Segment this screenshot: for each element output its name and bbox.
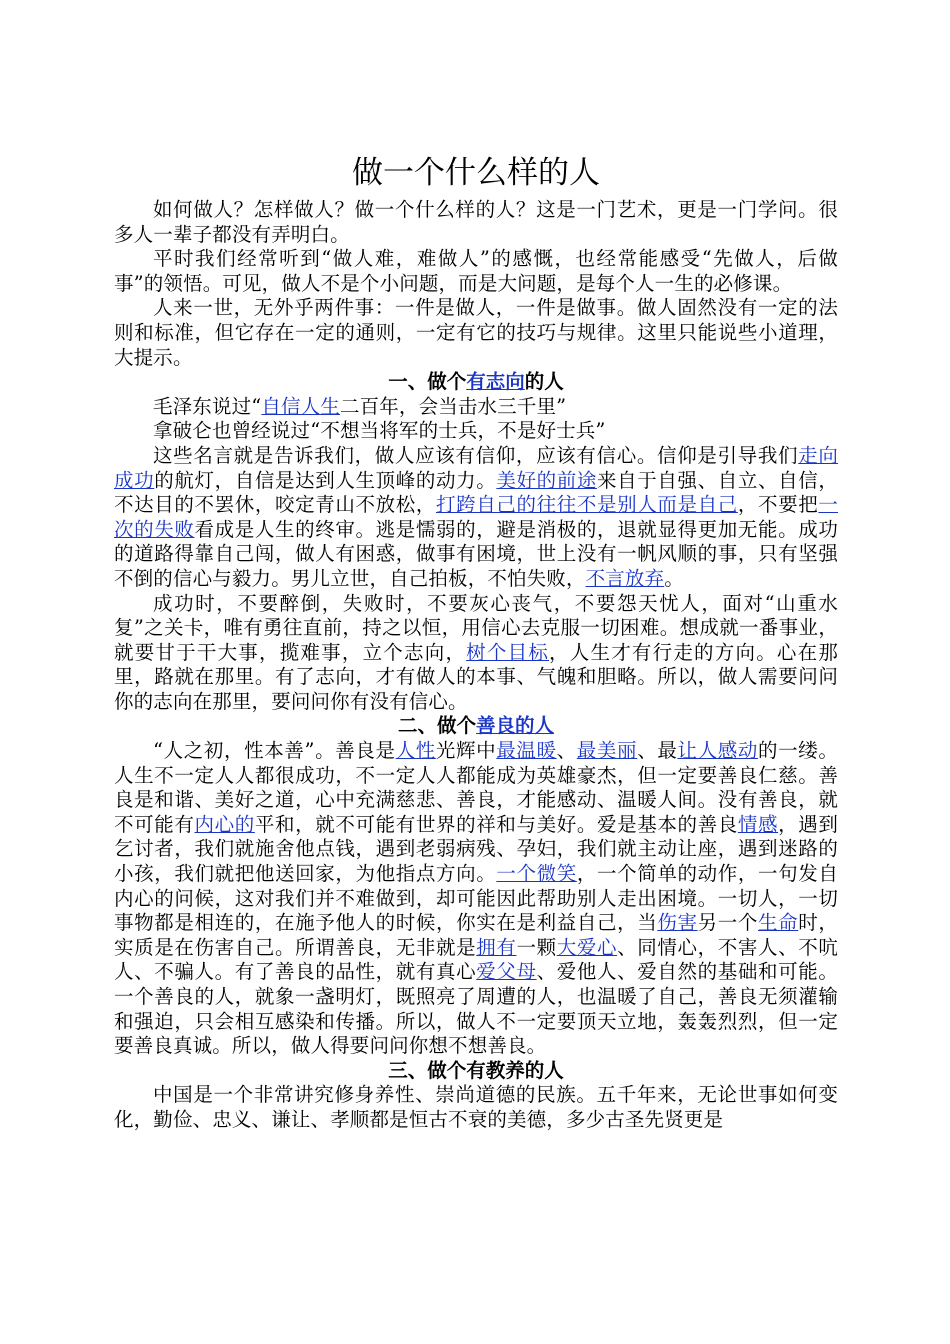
text-run: 、最	[637, 739, 678, 763]
document-page	[114, 150, 838, 1133]
text-run: 、同情心，不害人、不吭人、不骗人。有了善良的品性，就有真心	[114, 935, 838, 984]
hyperlink[interactable]: 情感	[737, 812, 779, 836]
text-run: 中国是一个非常讲究修身养性、崇尚道德的民族。五千年来，无论世事如何变化，勤俭、忠义、谦让、孝顺都是恒古不衰的美德，多少古圣先贤更是	[114, 1083, 838, 1131]
text-run: 成功时，不要醉倒，失败时，不要灰心丧气，不要怨天忧人，面对“山重水复”之关卡，唯有勇往直前，持之以恒，用信心去克服一切困难。想成就一番事业，就要甘于干大事，揽难事，立个志向，	[114, 591, 838, 664]
section-paragraph	[114, 444, 838, 592]
section-paragraph	[114, 419, 838, 444]
document-title: 做一个什么样的人	[352, 155, 600, 191]
text-run: 毛泽东说过“	[153, 394, 262, 418]
text-run: 光辉中	[435, 739, 497, 763]
hyperlink[interactable]: 善良的人	[476, 714, 555, 738]
hyperlink[interactable]: 树个目标	[466, 640, 550, 664]
text-run: 的一缕。人生不一定人人都很成功，不一定人人都能成为英雄豪杰，但一定要善良仁慈。善良是和谐、美好之道，心中充满慈悲、善良，才能感动、温暖人间。没有善良，就不可能有	[114, 739, 839, 836]
text-run: 的人	[524, 370, 564, 394]
text-run: 的航灯，自信是达到人生顶峰的动力。	[154, 468, 497, 492]
text-run: 一颗	[516, 935, 557, 959]
text-run: 二百年，会当击水三千里”	[339, 394, 567, 418]
text-run: ，一个简单的动作，一句发自内心的问候，这对我们并不难做到，却可能因此帮助别人走出困境。一切人，一切事物都是相连的，在施予他人的时候，你实在是利益自己，当	[114, 862, 838, 935]
intro-section	[114, 198, 838, 370]
text-run: 平和，就不可能有世界的祥和与美好。爱是基本的善良	[254, 812, 738, 836]
text-run: 三、做个有教养的人	[388, 1058, 564, 1082]
hyperlink[interactable]: 伤害	[657, 911, 698, 935]
section-paragraph	[114, 592, 838, 715]
text-run: ，遇到乞讨者，我们就施舍他点钱，遇到老弱病残、孕妇，我们就主动让座，遇到迷路的小孩，我们就把他送回家，为他指点方向。	[114, 812, 838, 886]
section-heading	[114, 370, 838, 395]
hyperlink[interactable]: 一次的失败	[114, 493, 838, 541]
hyperlink[interactable]: 大爱心	[556, 935, 618, 959]
text-run: 二、做个	[397, 714, 476, 738]
text-run: 。	[664, 566, 684, 590]
text-run: 如何做人？怎样做人？做一个什么样的人？这是一门艺术，更是一门学问。很多人一辈子都没有弄明白。	[114, 198, 838, 246]
text-run: 一、做个	[388, 370, 467, 394]
text-run: 时，实质是在伤害自己。所谓善良，无非就是	[114, 911, 838, 959]
intro-paragraph	[114, 296, 838, 370]
hyperlink[interactable]: 不言放弃	[585, 566, 665, 590]
section-paragraph	[114, 1083, 838, 1132]
hyperlink[interactable]: 走向成功	[114, 443, 838, 492]
hyperlink[interactable]: 最美丽	[576, 739, 638, 763]
hyperlink[interactable]: 打跨自己的往往不是别人而是自己	[435, 493, 738, 517]
section-paragraph	[114, 395, 838, 420]
hyperlink[interactable]: 让人感动	[677, 739, 758, 763]
text-run: ，不要把	[737, 493, 819, 517]
intro-paragraph	[114, 247, 838, 296]
hyperlink[interactable]: 美好的前途	[496, 468, 597, 492]
hyperlink[interactable]: 自信人生	[261, 394, 340, 418]
text-run: 看成是人生的终审。逃是懦弱的，避是消极的，退就显得更加无能。成功的道路得靠自己闯，做人有困惑，做事有困境，世上没有一帆风顺的事，只有坚强不倒的信心与毅力。男儿立世，自己拍板，不怕失败，	[114, 517, 838, 590]
intro-paragraph	[114, 198, 838, 247]
hyperlink[interactable]: 有志向	[466, 370, 525, 394]
hyperlink[interactable]: 爱父母	[476, 960, 537, 984]
text-run: 、爱他人、爱自然的基础和可能。一个善良的人，就象一盏明灯，既照亮了周遭的人，也温暖了自己，善良无须灌输和强迫，只会相互感染和传播。所以，做人不一定要顶天立地，轰轰烈烈，但一定要善良真诚。所以，做人得要问问你想不想善良。	[114, 960, 838, 1058]
text-run: 另一个	[697, 911, 758, 935]
section-heading	[114, 1059, 838, 1084]
text-run: 来自于自强、自立、自信，不达目的不罢休，咬定青山不放松，	[114, 468, 838, 517]
hyperlink[interactable]: 一个微笑	[496, 862, 577, 886]
section-heading	[114, 714, 838, 739]
hyperlink[interactable]: 人性	[395, 739, 436, 763]
text-run: ，人生才有行走的方向。心在那里，路就在那里。有了志向，才有做人的本事、气魄和胆略。所以，做人需要问问你的志向在那里，要问问你有没有信心。	[114, 640, 838, 713]
text-run: “人之初，性本善”。善良是	[153, 739, 396, 763]
section-paragraph	[114, 739, 838, 1059]
text-run: 、	[556, 739, 577, 763]
text-run: 这些名言就是告诉我们，做人应该有信仰，应该有信心。信仰是引导我们	[153, 443, 799, 467]
hyperlink[interactable]: 内心的	[194, 812, 255, 836]
text-run: 平时我们经常听到“做人难，难做人”的感慨，也经常能感受“先做人，后做事”的领悟。可见，做人不是个小问题，而是大问题，是每个人一生的必修课。	[114, 247, 838, 295]
hyperlink[interactable]: 生命	[757, 911, 799, 935]
hyperlink[interactable]: 最温暖	[496, 739, 557, 763]
text-run: 人来一世，无外乎两件事：一件是做人，一件是做事。做人固然没有一定的法则和标准，但它存在一定的通则，一定有它的技巧与规律。这里只能说些小道理，大提示。	[114, 296, 838, 369]
text-run: 拿破仑也曾经说过“不想当将军的士兵，不是好士兵”	[153, 419, 606, 443]
hyperlink[interactable]: 拥有	[476, 935, 517, 959]
content-sections	[114, 370, 838, 1132]
